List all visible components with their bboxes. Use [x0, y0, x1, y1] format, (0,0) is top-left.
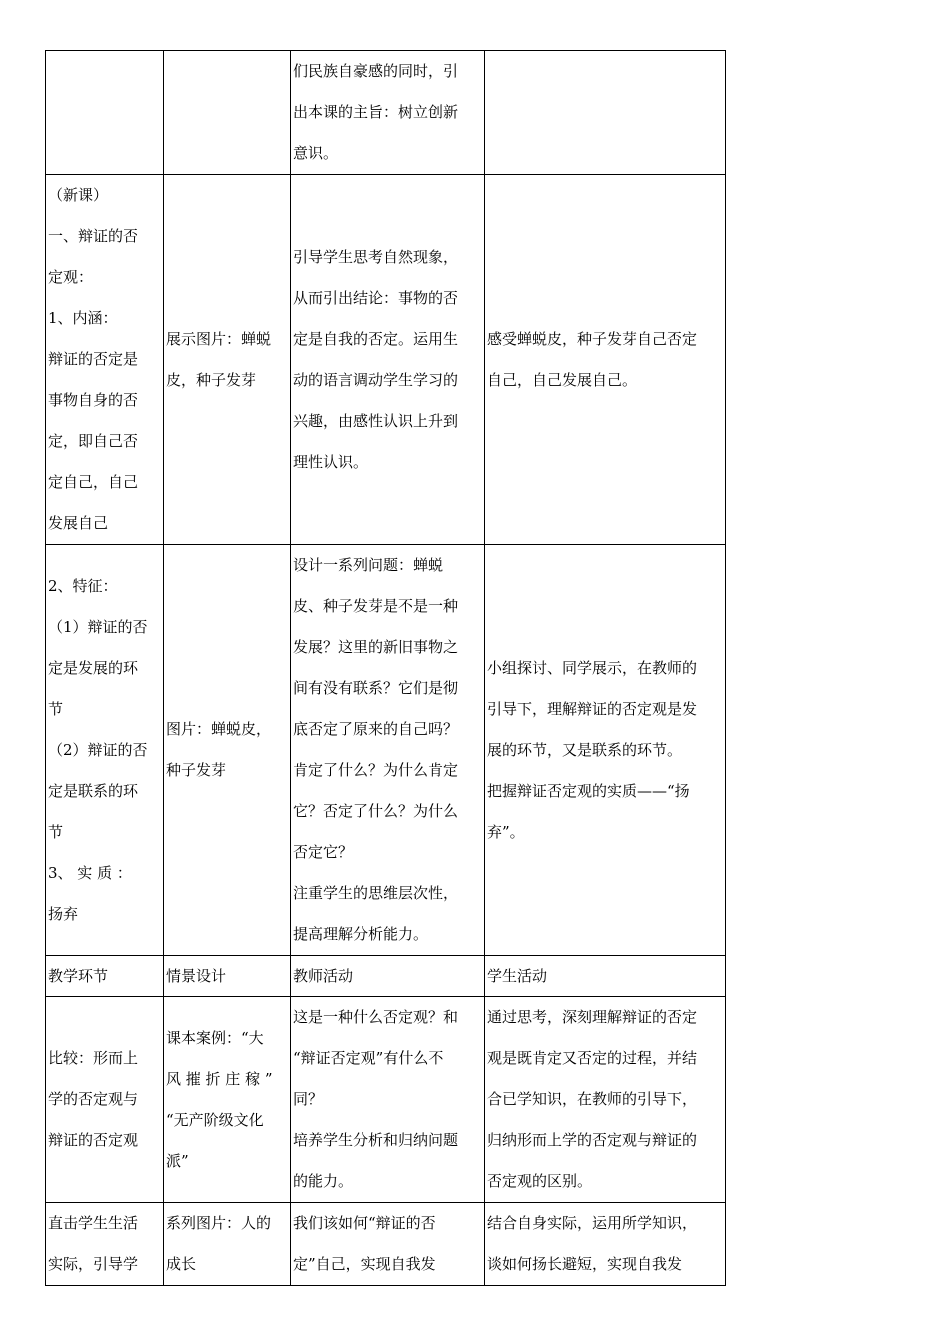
header-teacher-activity — [291, 956, 485, 997]
cell-text-line: 肯定了什么？为什么肯定 — [293, 761, 459, 779]
cell-text-line: 引导学生思考自然现象， — [293, 247, 459, 266]
cell-text-line: 课本案例：“大 — [166, 1028, 264, 1047]
cell-text-line: 自己，自己发展自己。 — [487, 370, 638, 389]
cell-text-line: 皮、种子发芽是不是一种 — [293, 597, 459, 615]
cell-row5-col3 — [291, 997, 485, 1203]
cell-text-line: 学生活动 — [487, 967, 548, 985]
cell-row6-col2 — [164, 1203, 291, 1286]
cell-text-line: 定，即自己否 — [48, 432, 139, 450]
cell-row1-col1 — [46, 51, 164, 175]
table-row — [46, 1203, 726, 1286]
cell-text-line: 辩证的否定是 — [48, 350, 139, 368]
cell-text-line: 结合自身实际，运用所学知识， — [487, 1214, 698, 1232]
cell-text-line: 小组探讨、同学展示，在教师的 — [487, 658, 698, 677]
cell-text-line: 成长 — [166, 1255, 197, 1273]
cell-text-line: 否定观的区别。 — [487, 1172, 593, 1190]
cell-text-line: 辩证的否定观 — [48, 1131, 139, 1149]
cell-text-line: 提高理解分析能力。 — [293, 925, 429, 943]
cell-text-line: 种子发芽 — [166, 761, 227, 779]
cell-row6-col3 — [291, 1203, 485, 1286]
cell-text-line: 派” — [166, 1151, 189, 1170]
cell-row2-col4 — [485, 175, 726, 545]
cell-text-line: 2、特征： — [48, 576, 118, 595]
table-row — [46, 997, 726, 1203]
cell-text-line: 们民族自豪感的同时，引 — [293, 62, 459, 80]
cell-text-line: 学的否定观与 — [48, 1090, 139, 1108]
cell-text-line: 1、内涵： — [48, 309, 118, 327]
cell-text-line: 理性认识。 — [293, 452, 369, 471]
cell-text-line: 归纳形而上学的否定观与辩证的 — [487, 1131, 698, 1149]
cell-text-line: 图片：蝉蜕皮， — [166, 720, 272, 738]
cell-text-line: 兴趣，由感性认识上升到 — [293, 411, 459, 430]
table-row — [46, 545, 726, 956]
cell-text-line: 合已学知识，在教师的引导下， — [487, 1090, 698, 1108]
cell-row2-col3 — [291, 175, 485, 545]
cell-row1-col3 — [291, 51, 485, 175]
cell-text-line: 一、辩证的否 — [48, 227, 139, 245]
cell-text-line: 谈如何扬长避短，实现自我发 — [487, 1255, 683, 1273]
cell-text-line: 弃”。 — [487, 822, 525, 841]
cell-text-line: 发展？这里的新旧事物之 — [293, 638, 459, 656]
cell-text-line: 注重学生的思维层次性， — [293, 884, 459, 902]
cell-row2-col1 — [46, 175, 164, 545]
cell-text-line: 定观： — [48, 268, 94, 286]
cell-text-line: 风 摧 折 庄 稼 ” — [166, 1069, 273, 1088]
cell-text-line: 意识。 — [293, 144, 339, 162]
cell-text-line: 的能力。 — [293, 1172, 354, 1190]
cell-row2-col2 — [164, 175, 291, 545]
cell-text-line: “辩证否定观”有什么不 — [293, 1049, 444, 1067]
cell-text-line: 教学环节 — [48, 967, 109, 985]
cell-text-line: 定自己，自己 — [48, 473, 139, 491]
cell-text-line: 实际，引导学 — [48, 1255, 139, 1273]
cell-text-line: 发展自己 — [48, 514, 109, 532]
cell-text-line: 把握辩证否定观的实质——“扬 — [487, 781, 690, 800]
cell-text-line: 3、 实 质 ： — [48, 863, 132, 882]
cell-text-line: 定”自己，实现自我发 — [293, 1255, 436, 1273]
table-row — [46, 51, 726, 175]
cell-row5-col2 — [164, 997, 291, 1203]
header-scenario-design — [164, 956, 291, 997]
cell-row3-col4 — [485, 545, 726, 956]
cell-text-line: 展的环节，又是联系的环节。 — [487, 740, 683, 759]
cell-text-line: 系列图片：人的 — [166, 1214, 272, 1232]
cell-text-line: 比较：形而上 — [48, 1049, 139, 1067]
cell-row5-col1 — [46, 997, 164, 1203]
cell-text-line: 培养学生分析和归纳问题 — [293, 1131, 459, 1149]
cell-text-line: 定是自我的否定。运用生 — [293, 329, 459, 348]
cell-text-line: 引导下，理解辩证的否定观是发 — [487, 699, 698, 718]
cell-text-line: （2）辩证的否 — [48, 740, 148, 759]
cell-text-line: 展示图片：蝉蜕 — [166, 329, 272, 348]
cell-row3-col2 — [164, 545, 291, 956]
cell-row6-col4 — [485, 1203, 726, 1286]
cell-row3-col1 — [46, 545, 164, 956]
cell-row1-col2 — [164, 51, 291, 175]
cell-text-line: 节 — [48, 822, 64, 841]
table-row — [46, 175, 726, 545]
cell-text-line: （新课） — [48, 186, 109, 204]
cell-text-line: 通过思考，深刻理解辩证的否定 — [487, 1008, 698, 1026]
cell-text-line: “无产阶级文化 — [166, 1110, 264, 1129]
cell-text-line: 节 — [48, 699, 64, 718]
cell-text-line: 否定它？ — [293, 843, 354, 861]
lesson-plan-table — [45, 50, 726, 1286]
cell-row3-col3 — [291, 545, 485, 956]
cell-text-line: 出本课的主旨：树立创新 — [293, 103, 459, 121]
table-header-row — [46, 956, 726, 997]
cell-text-line: 感受蝉蜕皮，种子发芽自己否定 — [487, 329, 698, 348]
cell-text-line: 间有没有联系？它们是彻 — [293, 679, 459, 697]
cell-row5-col4 — [485, 997, 726, 1203]
cell-text-line: 从而引出结论：事物的否 — [293, 288, 459, 307]
cell-text-line: 这是一种什么否定观？和 — [293, 1008, 459, 1026]
cell-text-line: 动的语言调动学生学习的 — [293, 370, 459, 389]
cell-text-line: 事物自身的否 — [48, 391, 139, 409]
cell-text-line: 教师活动 — [293, 967, 354, 985]
cell-row1-col4 — [485, 51, 726, 175]
cell-text-line: 观是既肯定又否定的过程，并结 — [487, 1049, 698, 1067]
cell-text-line: 同？ — [293, 1090, 324, 1108]
cell-text-line: 它？否定了什么？为什么 — [293, 802, 459, 820]
cell-text-line: 皮，种子发芽 — [166, 370, 257, 389]
cell-text-line: 扬弃 — [48, 904, 79, 923]
cell-text-line: 我们该如何“辩证的否 — [293, 1214, 436, 1232]
cell-row6-col1 — [46, 1203, 164, 1286]
cell-text-line: 设计一系列问题：蝉蜕 — [293, 556, 444, 574]
header-student-activity — [485, 956, 726, 997]
cell-text-line: 情景设计 — [166, 967, 227, 985]
cell-text-line: 直击学生生活 — [48, 1214, 139, 1232]
cell-text-line: 底否定了原来的自己吗？ — [293, 720, 459, 738]
cell-text-line: 定是发展的环 — [48, 658, 139, 677]
cell-text-line: 定是联系的环 — [48, 781, 139, 800]
header-teaching-stage — [46, 956, 164, 997]
cell-text-line: （1）辩证的否 — [48, 617, 148, 636]
